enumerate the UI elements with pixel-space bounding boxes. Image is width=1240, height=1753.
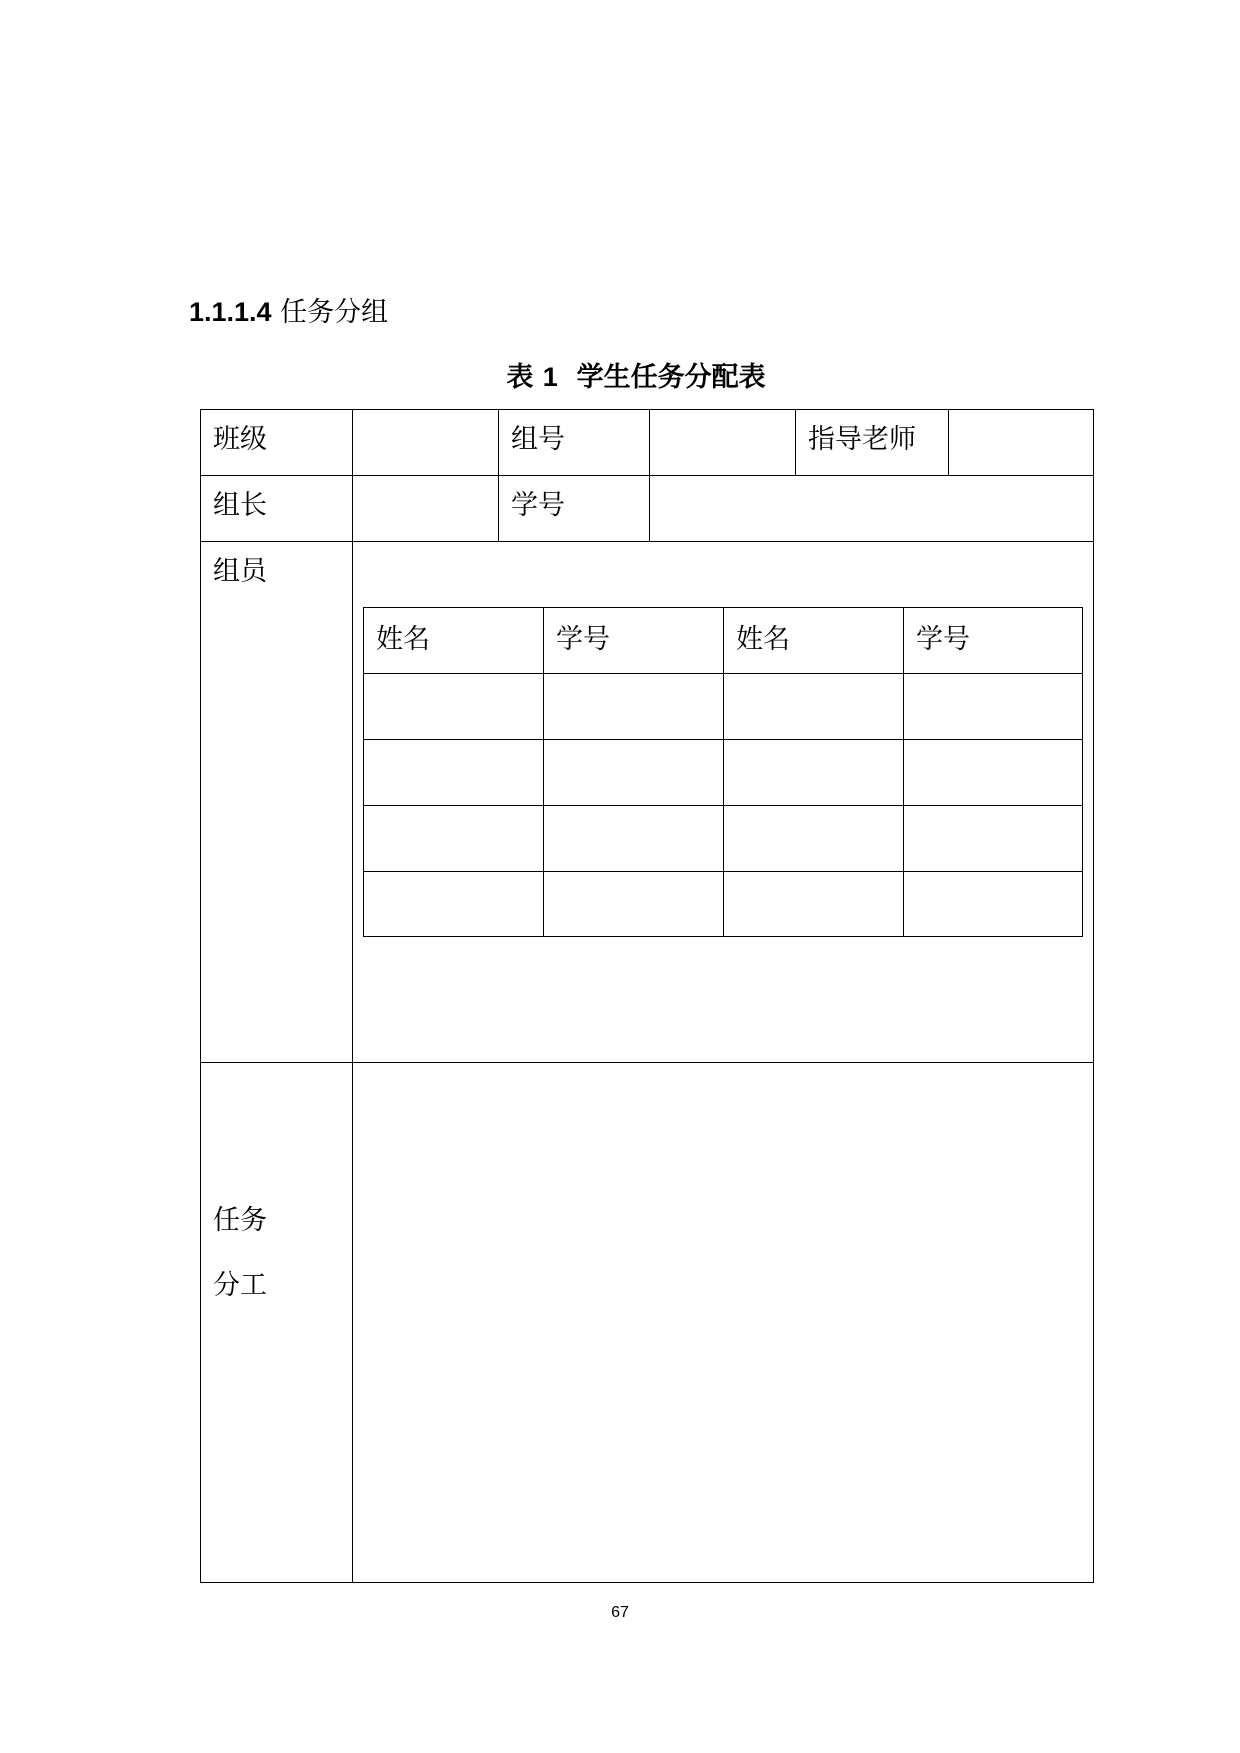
section-heading <box>189 292 388 333</box>
member-cell[interactable] <box>363 673 544 740</box>
group-number-label: 组号 <box>498 409 650 476</box>
leader-student-id-value-cell[interactable] <box>649 475 1094 542</box>
member-cell[interactable] <box>903 805 1083 872</box>
member-cell[interactable] <box>903 871 1083 937</box>
table-caption <box>0 357 1240 398</box>
member-cell[interactable] <box>723 871 904 937</box>
member-cell[interactable] <box>723 739 904 806</box>
members-header-name-2: 姓名 <box>723 607 904 674</box>
teacher-value-cell[interactable] <box>948 409 1094 476</box>
members-header-id-1: 学号 <box>543 607 724 674</box>
caption-number: 1 <box>542 362 558 392</box>
member-cell[interactable] <box>903 673 1083 740</box>
member-cell[interactable] <box>363 805 544 872</box>
members-table <box>363 607 1082 937</box>
teacher-label: 指导老师 <box>795 409 949 476</box>
member-cell[interactable] <box>543 673 724 740</box>
member-cell[interactable] <box>723 805 904 872</box>
group-number-value-cell[interactable] <box>649 409 796 476</box>
leader-value-cell[interactable] <box>352 475 499 542</box>
leader-label: 组长 <box>200 475 353 542</box>
class-label: 班级 <box>200 409 353 476</box>
division-label-cell <box>200 1062 353 1583</box>
member-cell[interactable] <box>543 739 724 806</box>
page-number: 67 <box>611 1604 629 1621</box>
members-header-name-1: 姓名 <box>363 607 544 674</box>
class-value-cell[interactable] <box>352 409 499 476</box>
members-label: 组员 <box>200 541 353 1063</box>
member-cell[interactable] <box>543 871 724 937</box>
division-label-line1: 任务 <box>213 1205 267 1236</box>
section-title: 任务分组 <box>280 297 389 328</box>
member-cell[interactable] <box>543 805 724 872</box>
task-assignment-table <box>200 409 1094 1583</box>
caption-title: 学生任务分配表 <box>576 362 766 393</box>
division-label-line2: 分工 <box>213 1270 267 1301</box>
leader-student-id-label: 学号 <box>498 475 650 542</box>
members-header-id-2: 学号 <box>903 607 1083 674</box>
member-cell[interactable] <box>363 871 544 937</box>
division-value-cell[interactable] <box>352 1062 1094 1583</box>
member-cell[interactable] <box>723 673 904 740</box>
section-number: 1.1.1.4 <box>189 297 272 327</box>
member-cell[interactable] <box>903 739 1083 806</box>
caption-prefix: 表 <box>506 362 534 393</box>
member-cell[interactable] <box>363 739 544 806</box>
